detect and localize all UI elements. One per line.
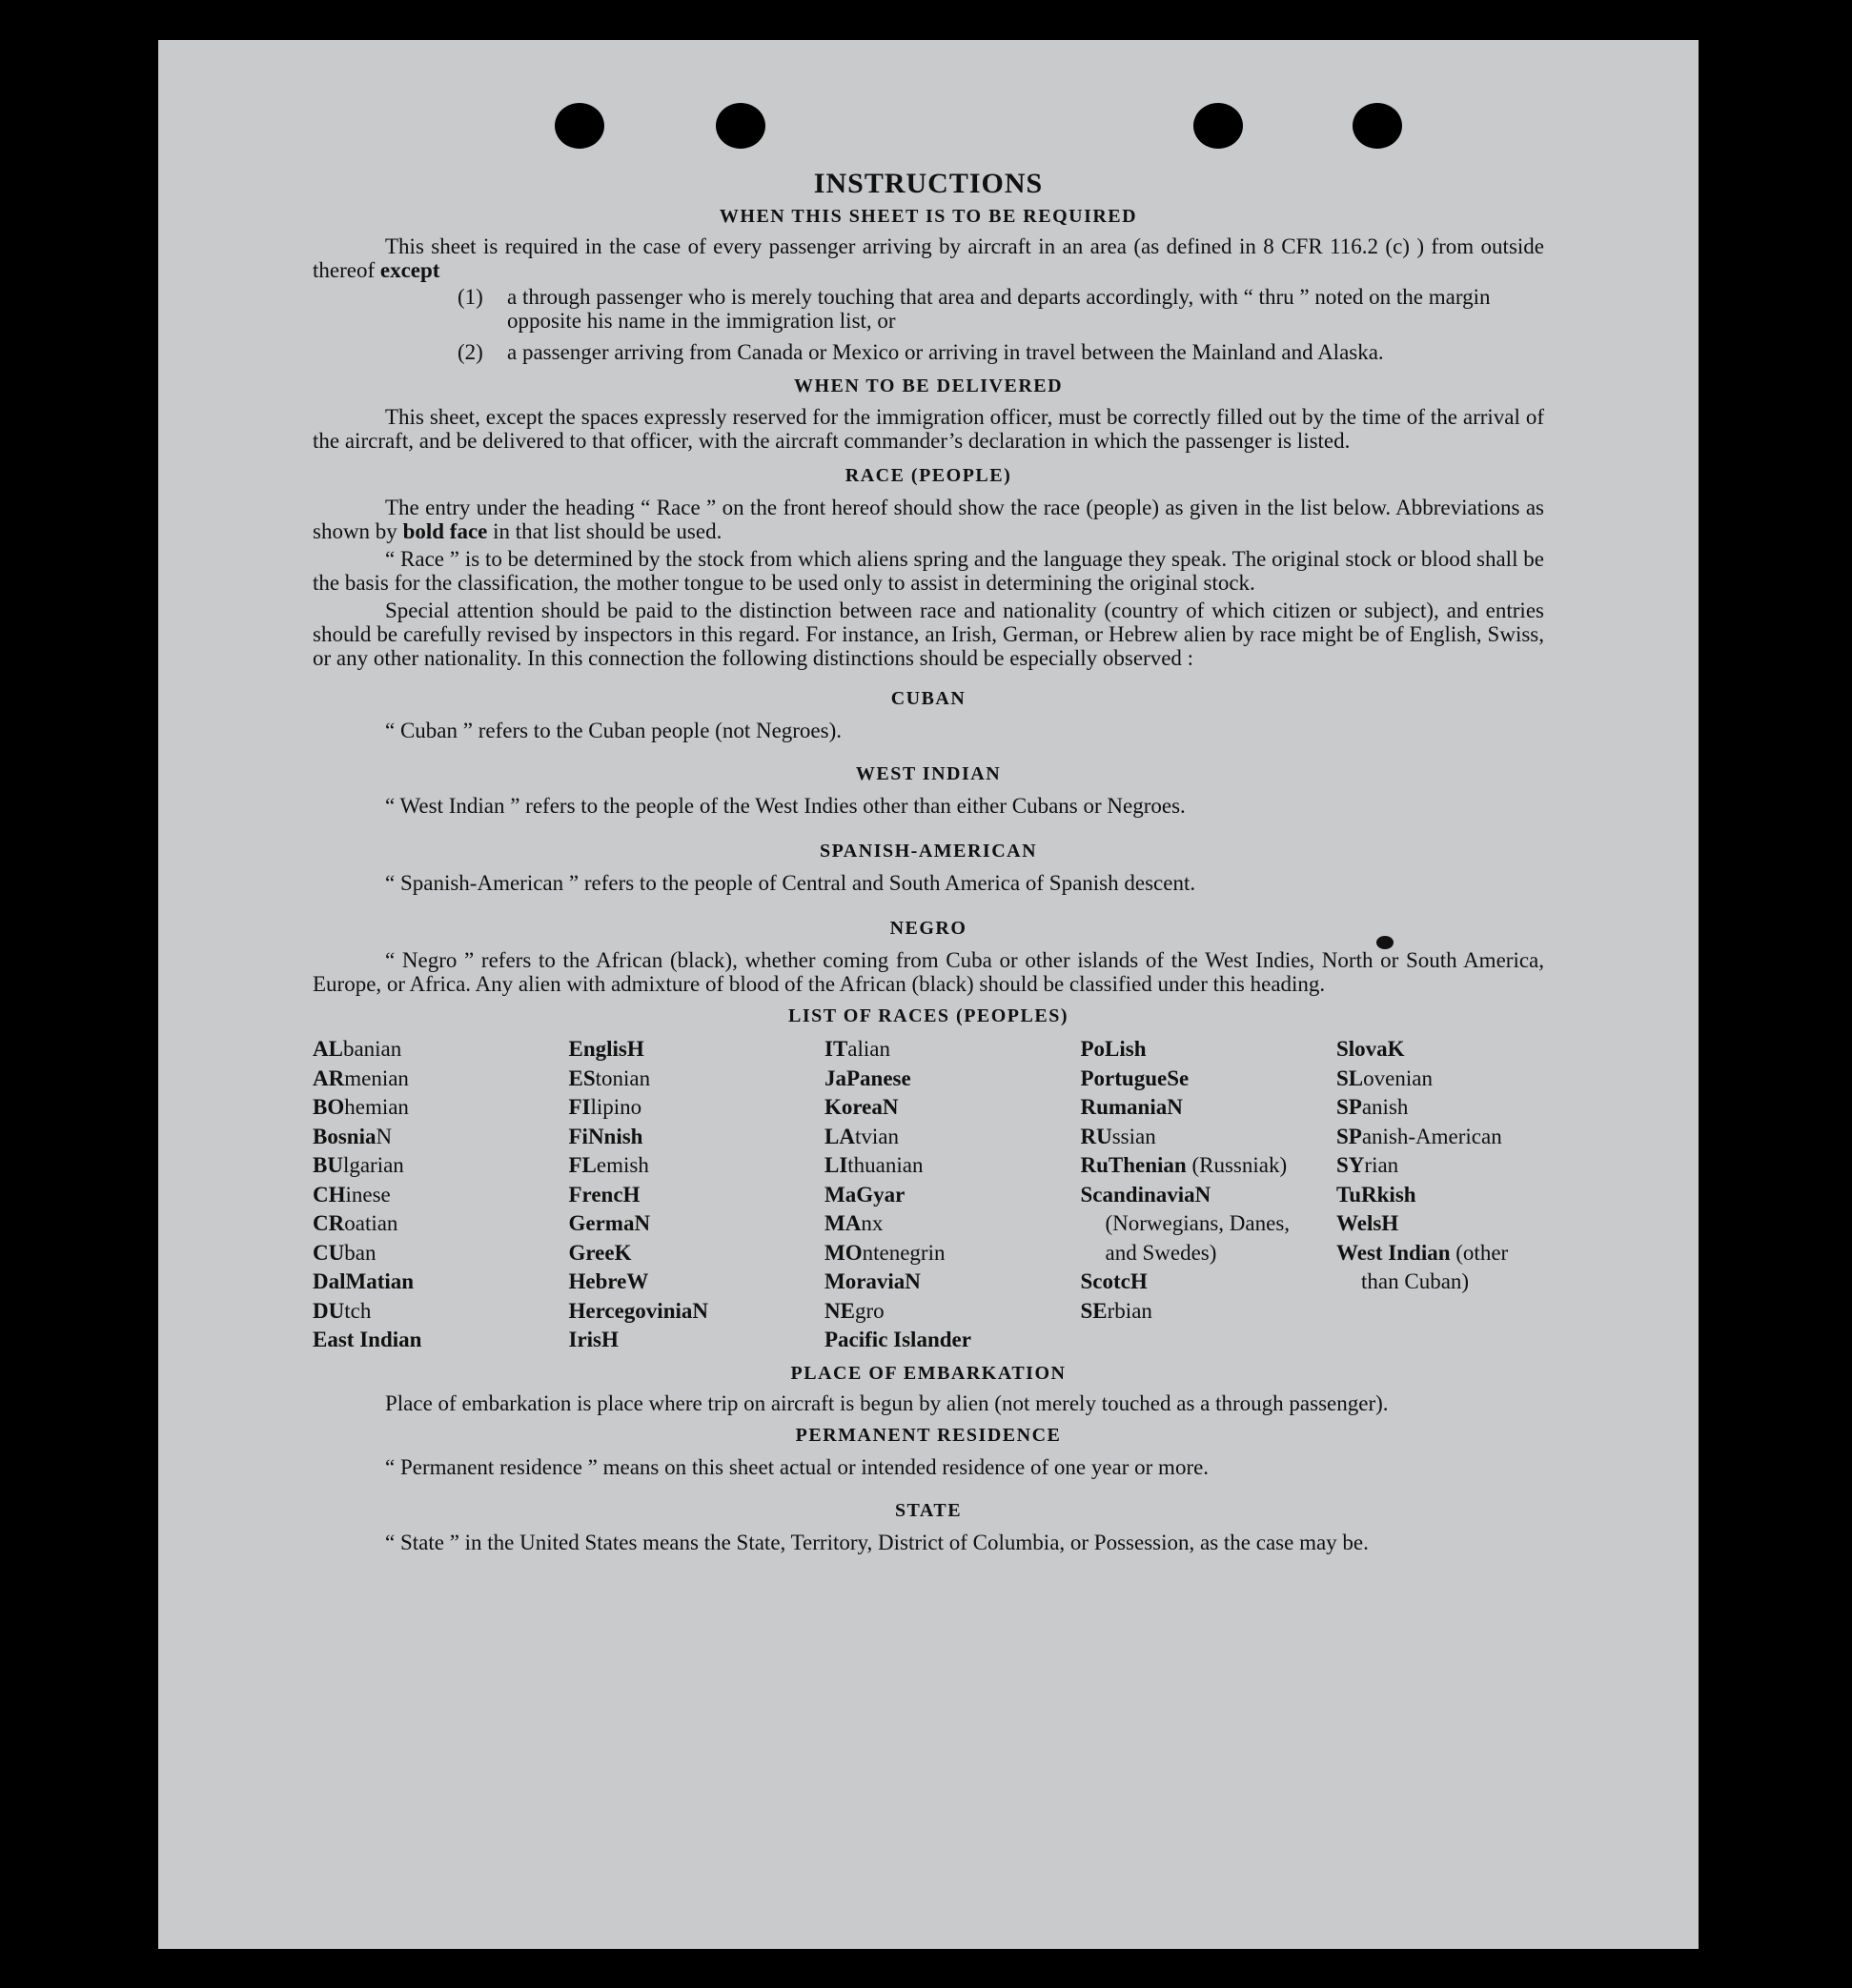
race-entry: ScandinaviaN (Norwegians, Danes, and Swedes) — [1080, 1182, 1291, 1265]
race-entry: LIthuanian — [824, 1153, 924, 1177]
race-entry: GreeK — [568, 1240, 632, 1265]
race-entry: RuThenian (Russniak) — [1080, 1153, 1288, 1177]
race-entry: CUban — [313, 1240, 377, 1265]
race-entry: RUssian — [1080, 1124, 1156, 1148]
heading-spanish-american: SPANISH-AMERICAN — [819, 841, 1038, 862]
heading-race: RACE (PEOPLE) — [845, 465, 1012, 486]
race-entry: PortugueSe — [1080, 1065, 1190, 1090]
race-entry: ITalian — [824, 1037, 890, 1061]
race-paragraph-1: The entry under the heading “ Race ” on the front hereof should show the race (people) as given in the list below. Abbreviations as shown by bold face in that list should be used. — [313, 496, 1544, 543]
race-entry: Pacific Islander — [824, 1328, 971, 1351]
exception-item-1: (1) a through passenger who is merely touching that area and departs accordingly, with “ thru ” noted on the margin opposite his name in the immigration list, or — [458, 285, 1491, 333]
race-entry: FrencH — [568, 1182, 641, 1207]
heading-cuban: CUBAN — [890, 688, 967, 709]
heading-negro: NEGRO — [889, 918, 967, 939]
race-entry: SPanish-American — [1336, 1124, 1502, 1148]
race-entry: MaGyar — [824, 1182, 906, 1207]
race-entry: SPanish — [1336, 1095, 1409, 1119]
race-entry: PoLish — [1080, 1037, 1147, 1061]
exception-item-2: (2) a passenger arriving from Canada or Mexico or arriving in travel between the Mainland and Alaska. — [458, 340, 1384, 364]
punch-hole — [716, 103, 765, 149]
race-entry: NEgro — [824, 1298, 885, 1323]
race-entry: MAnx — [824, 1211, 884, 1235]
races-column-2 — [569, 1035, 812, 1355]
heading-list-of-races: LIST OF RACES (PEOPLES) — [787, 1005, 1068, 1026]
race-entry: SYrian — [1336, 1153, 1399, 1177]
document-sheet — [158, 40, 1699, 1949]
heading-west-indian: WEST INDIAN — [855, 763, 1002, 784]
punch-hole — [1193, 103, 1243, 149]
race-entry: GermaN — [568, 1211, 651, 1235]
state-text: “ State ” in the United States means the State, Territory, District of Columbia, or Possession, as the case may be. — [385, 1530, 1369, 1554]
cuban-text: “ Cuban ” refers to the Cuban people (not Negroes). — [385, 719, 843, 742]
race-entry: LAtvian — [824, 1124, 899, 1148]
race-entry: EStonian — [568, 1065, 651, 1090]
embarkation-text: Place of embarkation is place where trip on aircraft is begun by alien (not merely touched as a through passenger). — [385, 1390, 1389, 1415]
race-entry: FiNnish — [568, 1124, 643, 1148]
race-entry: DalMatian — [313, 1269, 415, 1293]
race-entry: MOntenegrin — [824, 1240, 946, 1265]
race-paragraph-3: Special attention should be paid to the distinction between race and nationality (country of which citizen or subject), and entries should be carefully revised by inspectors in this regard. For instance, an Irish, German, or Hebrew alien by race might be of English, Swiss, or any other nationality. In this connection the following distinctions should be especially observed : — [313, 598, 1544, 670]
race-entry: ARmenian — [313, 1065, 409, 1090]
race-entry: HercegoviniaN — [568, 1298, 708, 1323]
race-entry: JaPanese — [824, 1065, 911, 1090]
instructions-content — [313, 166, 1544, 1554]
race-entry: WelsH — [1336, 1211, 1399, 1235]
races-list — [313, 1035, 1544, 1355]
race-entry: BosniaN — [313, 1124, 393, 1148]
race-entry: RumaniaN — [1080, 1095, 1183, 1119]
race-entry: SErbian — [1080, 1298, 1152, 1323]
punch-hole — [1353, 103, 1402, 149]
heading-embarkation: PLACE OF EMBARKATION — [790, 1362, 1067, 1384]
heading-when-delivered: WHEN TO BE DELIVERED — [793, 375, 1064, 396]
races-column-4 — [1081, 1035, 1324, 1355]
race-entry: BUlgarian — [313, 1153, 404, 1177]
race-entry: TuRkish — [1336, 1182, 1416, 1207]
heading-residence: PERMANENT RESIDENCE — [795, 1424, 1062, 1446]
race-entry: FLemish — [568, 1153, 649, 1177]
race-entry: ALbanian — [313, 1037, 402, 1061]
race-entry: West Indian (other than Cuban) — [1336, 1240, 1509, 1293]
race-entry: East Indian — [313, 1328, 422, 1351]
spanish-american-text: “ Spanish-American ” refers to the people of Central and South America of Spanish descent. — [385, 871, 1196, 895]
race-entry: DUtch — [313, 1298, 372, 1323]
when-required-intro: This sheet is required in the case of every passenger arriving by aircraft in an area (as defined in 8 CFR 116.2 (c) ) from outside thereof except — [313, 234, 1544, 282]
race-entry: EnglisH — [568, 1037, 644, 1061]
race-entry: ScotcH — [1080, 1269, 1148, 1293]
race-entry: HebreW — [568, 1269, 649, 1293]
when-delivered-text: This sheet, except the spaces expressly reserved for the immigration officer, must be correctly filled out by the time of the arrival of the aircraft, and be delivered to that officer, with the aircraft commander’s declaration in which the passenger is listed. — [313, 405, 1544, 453]
race-entry: FIlipino — [568, 1095, 642, 1119]
race-entry: CHinese — [313, 1182, 391, 1207]
race-paragraph-2: “ Race ” is to be determined by the stock from which aliens spring and the language they speak. The original stock or blood shall be the basis for the classification, the mother tongue to be used only to assist in determining the original stock. — [313, 547, 1544, 595]
races-column-1 — [313, 1035, 556, 1355]
race-entry: MoraviaN — [824, 1269, 921, 1293]
race-entry: BOhemian — [313, 1095, 409, 1119]
heading-state: STATE — [894, 1499, 963, 1521]
west-indian-text: “ West Indian ” refers to the people of the West Indies other than either Cubans or Negroes. — [385, 794, 1186, 818]
residence-text: “ Permanent residence ” means on this sheet actual or intended residence of one year or more. — [385, 1454, 1210, 1479]
races-column-5 — [1336, 1035, 1544, 1355]
punch-hole — [555, 103, 604, 149]
race-entry: KoreaN — [824, 1095, 899, 1119]
page-title: INSTRUCTIONS — [813, 168, 1044, 199]
race-entry: SLovenian — [1336, 1065, 1433, 1090]
heading-when-required: WHEN THIS SHEET IS TO BE REQUIRED — [719, 206, 1138, 227]
negro-text: “ Negro ” refers to the African (black), whether coming from Cuba or other islands of the West Indies, North or South America, Europe, or Africa. Any alien with admixture of blood of the African (black) should be classified under this heading. — [313, 948, 1544, 996]
races-column-3 — [824, 1035, 1068, 1355]
race-entry: SlovaK — [1336, 1037, 1405, 1061]
race-entry: CRoatian — [313, 1211, 398, 1235]
race-entry: IrisH — [568, 1328, 619, 1351]
